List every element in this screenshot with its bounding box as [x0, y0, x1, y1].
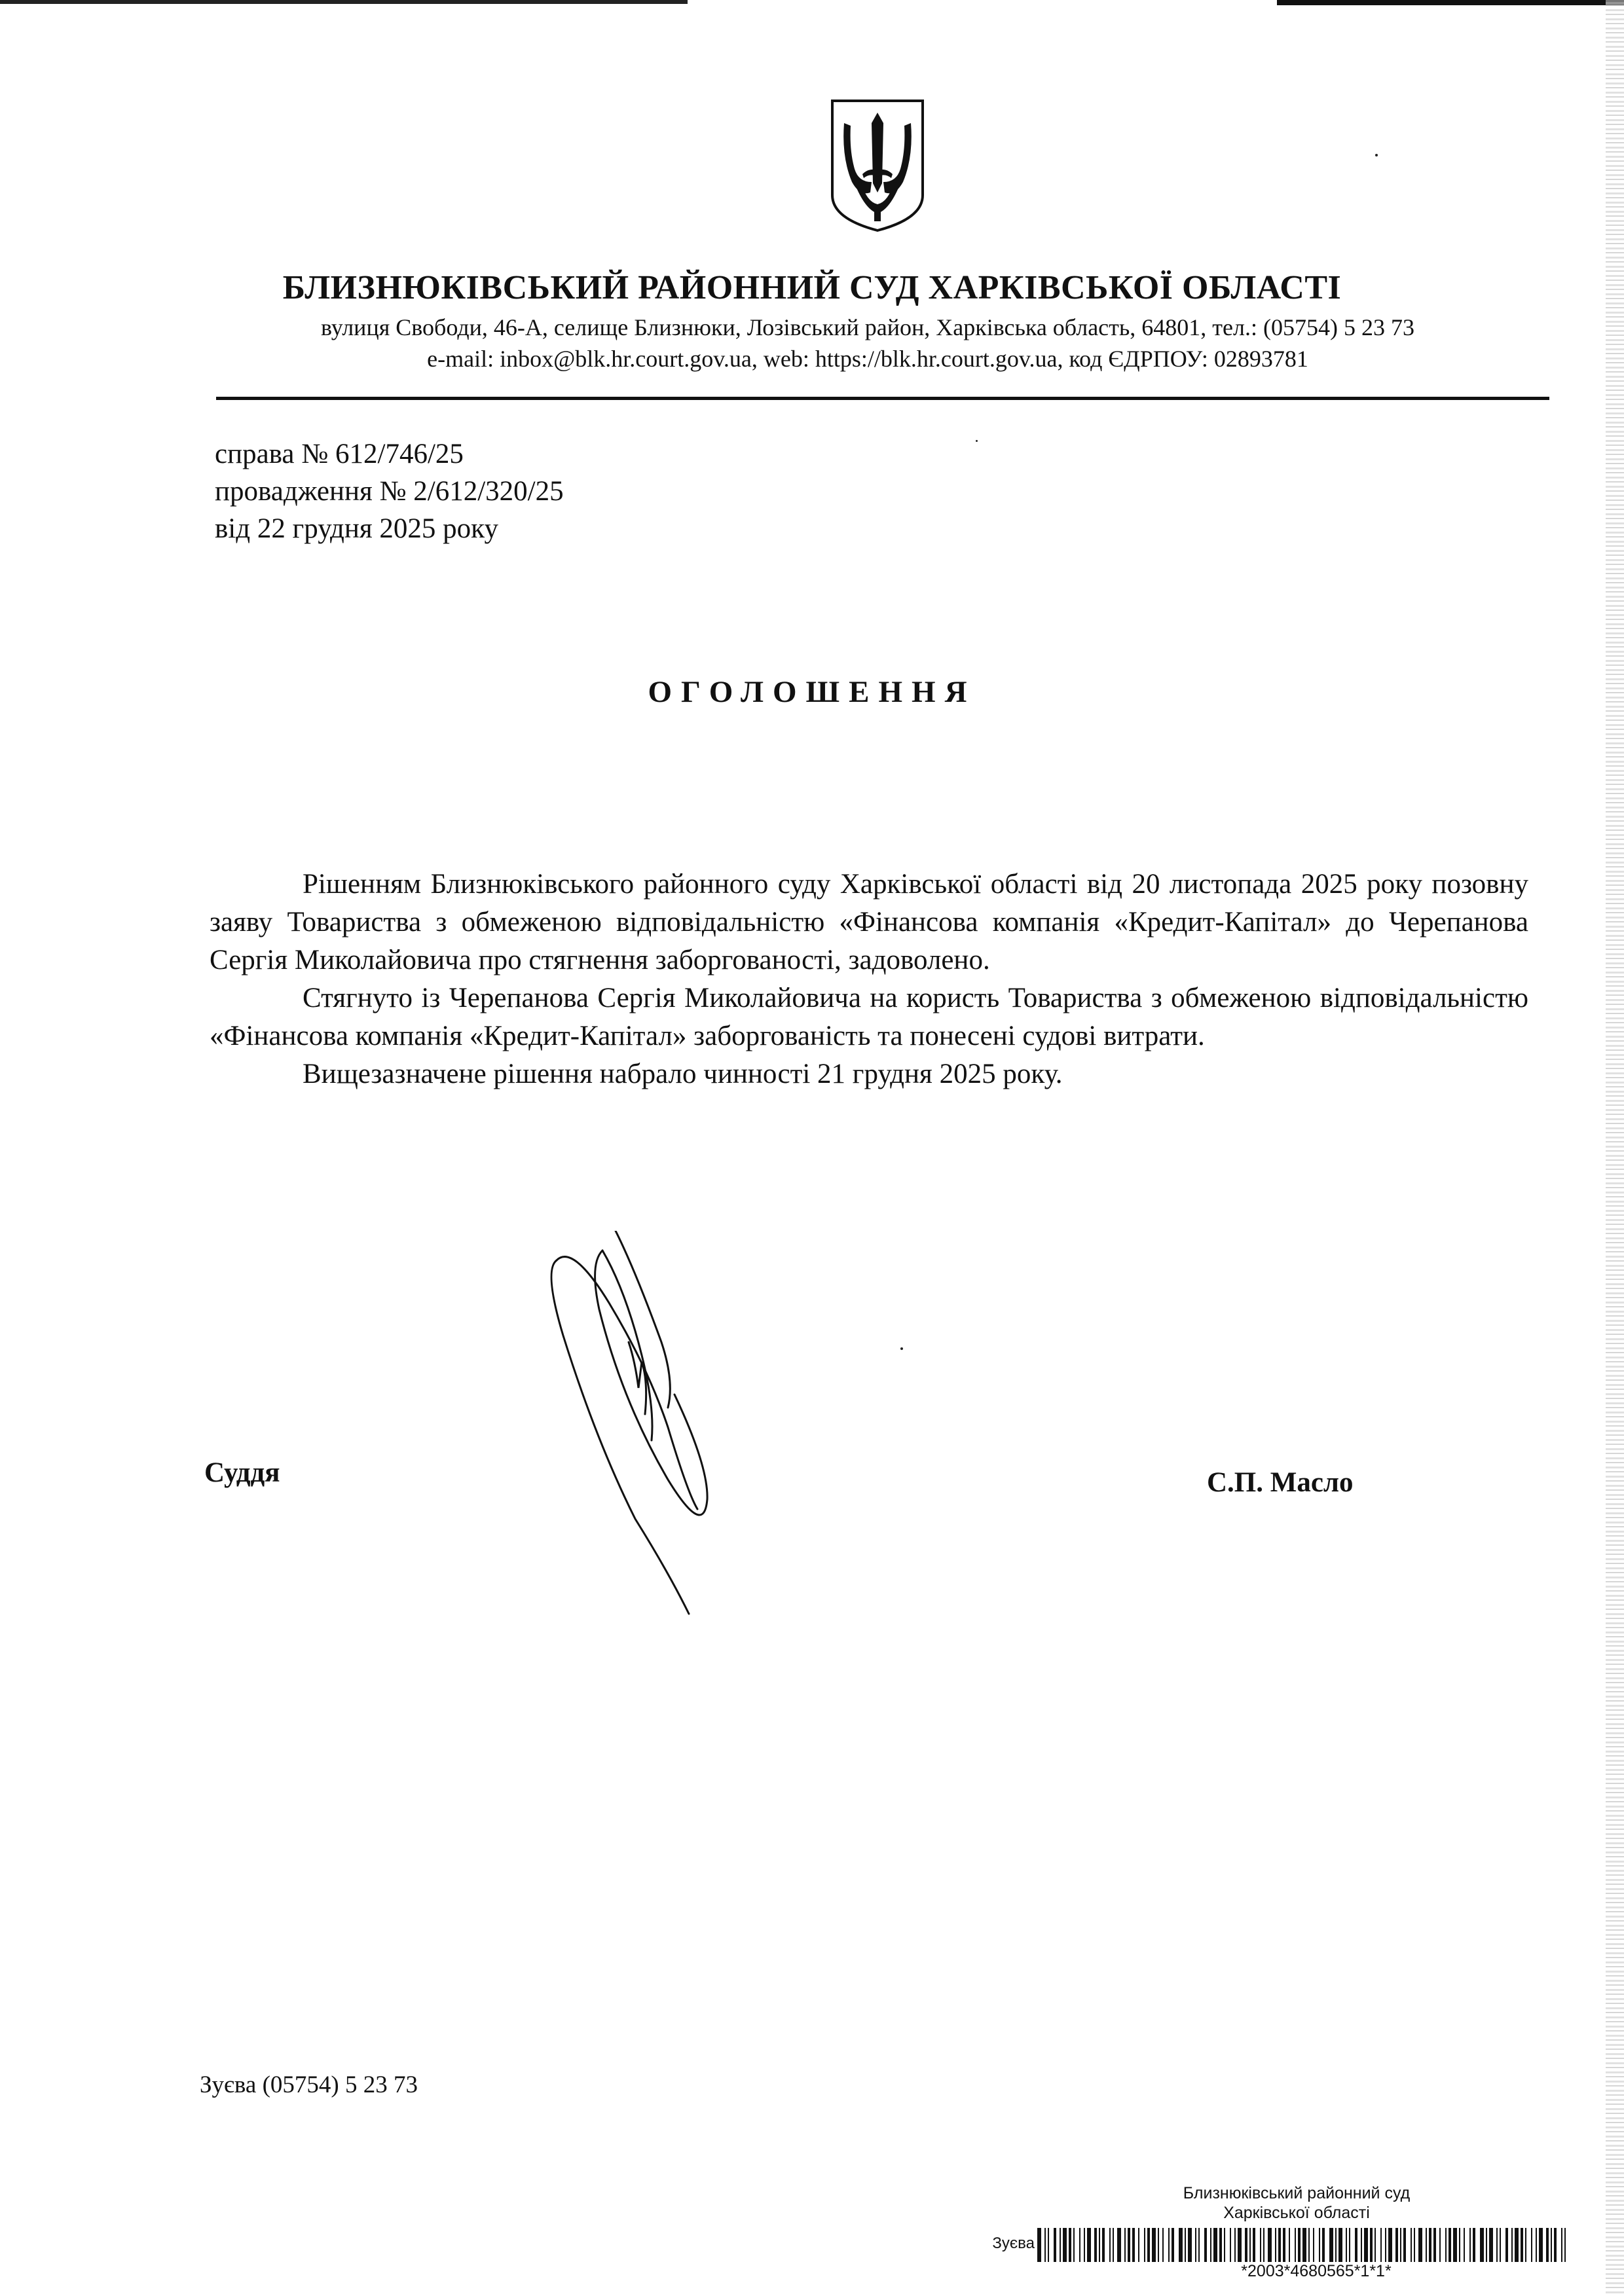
- barcode-bar: [1329, 2228, 1333, 2262]
- barcode-bar: [1536, 2228, 1537, 2262]
- scan-speck: [976, 440, 978, 442]
- barcode-bar: [1249, 2228, 1251, 2262]
- barcode-bar: [1551, 2228, 1552, 2262]
- barcode-bar: [1546, 2228, 1549, 2262]
- barcode-bar: [1505, 2228, 1508, 2262]
- barcode-bar: [1403, 2228, 1406, 2262]
- barcode-bar: [1349, 2228, 1350, 2262]
- barcode-bar: [1238, 2228, 1242, 2262]
- barcode-bar: [1473, 2228, 1475, 2262]
- barcode-bar: [1489, 2228, 1493, 2262]
- barcode-bar: [1172, 2228, 1174, 2262]
- barcode-bar: [1496, 2228, 1498, 2262]
- barcode-bar: [1253, 2228, 1255, 2262]
- contacts-line: e-mail: inbox@blk.hr.court.gov.ua, web: https://blk.hr.court.gov.ua, код ЄДРПОУ: 02893781: [427, 346, 1308, 372]
- barcode-bar: [1138, 2228, 1139, 2262]
- scan-right-edge: [1606, 0, 1624, 2296]
- barcode-bar: [1322, 2228, 1325, 2262]
- registry-court-line: Харківської області: [1223, 2204, 1370, 2222]
- executor-contact: Зуєва (05754) 5 23 73: [200, 2071, 418, 2098]
- barcode-bar: [1464, 2228, 1465, 2262]
- barcode-bar: [1429, 2228, 1431, 2262]
- barcode-bar: [1147, 2228, 1150, 2262]
- barcode-bar: [1319, 2228, 1320, 2262]
- barcode-bar: [1109, 2228, 1111, 2262]
- barcode-bar: [1162, 2228, 1164, 2262]
- registry-court-line: Близнюківський районний суд: [1183, 2184, 1411, 2202]
- barcode-bar: [1511, 2228, 1513, 2262]
- scan-edge-mark: [1277, 0, 1624, 5]
- barcode-bar: [1418, 2228, 1422, 2262]
- barcode-bar: [1453, 2228, 1457, 2262]
- barcode-bar: [1158, 2228, 1159, 2262]
- barcode-bar: [1144, 2228, 1145, 2262]
- barcode-bar: [1531, 2228, 1532, 2262]
- barcode-bar: [1355, 2228, 1357, 2262]
- scan-edge-mark: [0, 0, 688, 4]
- barcode-bar: [1515, 2228, 1519, 2262]
- barcode-bar: [1263, 2228, 1264, 2262]
- barcode-bar: [1480, 2228, 1484, 2262]
- barcode-bar: [1295, 2228, 1296, 2262]
- barcode-bar: [1063, 2228, 1067, 2262]
- court-name: БЛИЗНЮКІВСЬКИЙ РАЙОННИЙ СУД ХАРКІВСЬКОЇ ОБЛАСТІ: [282, 269, 1342, 306]
- barcode-bar: [1486, 2228, 1487, 2262]
- barcode-bar: [1128, 2228, 1130, 2262]
- barcode-bar: [1268, 2228, 1272, 2262]
- barcode-bar: [1219, 2228, 1222, 2262]
- barcode-bar: [1195, 2228, 1196, 2262]
- barcode-bar: [1099, 2228, 1100, 2262]
- barcode-bar: [1364, 2228, 1368, 2262]
- case-number: справа № 612/746/25: [215, 439, 464, 469]
- barcode-bar: [1198, 2228, 1200, 2262]
- barcode-bar: [1044, 2228, 1046, 2262]
- letterhead-divider: [216, 397, 1549, 400]
- barcode-bar: [1313, 2228, 1314, 2262]
- announcement-paragraph: Стягнуто із Черепанова Сергія Миколайовича на користь Товариства з обмеженою відповідальністю «Фінансова компанія «Кредит-Капітал» заборгованість та понесені судові витрати.: [210, 983, 1528, 1051]
- barcode-bar: [1117, 2228, 1121, 2262]
- barcode-bar: [1380, 2228, 1382, 2262]
- barcode-bar: [1278, 2228, 1281, 2262]
- announcement-paragraph: Рішенням Близнюківського районного суду Харківської області від 20 листопада 2025 року позовну заяву Товариства з обмеженою відповідальністю «Фінансова компанія «Кредит-Капітал» до Черепанова Сергія Миколайовича про стягнення заборгованості, задоволено.: [210, 869, 1528, 975]
- barcode-bar: [1168, 2228, 1170, 2262]
- address-line: вулиця Свободи, 46-А, селище Близнюки, Лозівський район, Харківська область, 64801, тел.: (05754) 5 23 73: [321, 314, 1414, 340]
- barcode-bar: [1073, 2228, 1075, 2262]
- barcode-bar: [1439, 2228, 1441, 2262]
- barcode-bar: [1459, 2228, 1460, 2262]
- barcode-bar: [1469, 2228, 1471, 2262]
- barcode-bar: [1213, 2228, 1217, 2262]
- barcode-bar: [1069, 2228, 1071, 2262]
- barcode-bar: [1561, 2228, 1562, 2262]
- barcode-bar: [1525, 2228, 1526, 2262]
- registry-executor: Зуєва: [992, 2234, 1035, 2252]
- announcement-body: [210, 866, 1528, 1093]
- barcode-bar: [1087, 2228, 1091, 2262]
- barcode-bar: [1102, 2228, 1105, 2262]
- barcode-bar: [1335, 2228, 1337, 2262]
- barcode-bar: [1188, 2228, 1192, 2262]
- barcode-bar: [1185, 2228, 1186, 2262]
- barcode-bar: [1048, 2228, 1049, 2262]
- barcode-bar: [1113, 2228, 1114, 2262]
- barcode-bar: [1289, 2228, 1290, 2262]
- barcode-bar: [1308, 2228, 1310, 2262]
- registry-court: [1146, 2183, 1447, 2223]
- barcode-bar: [1370, 2228, 1373, 2262]
- announcement-title: ОГОЛОШЕННЯ: [648, 675, 976, 709]
- barcode-bar: [1037, 2228, 1041, 2262]
- barcode-bar: [1260, 2228, 1261, 2262]
- judge-label: Суддя: [204, 1457, 280, 1488]
- barcode-bar: [1564, 2228, 1566, 2262]
- barcode-bar: [1060, 2228, 1061, 2262]
- barcode-bar: [1338, 2228, 1342, 2262]
- proceeding-number: провадження № 2/612/320/25: [215, 476, 564, 507]
- barcode-bar: [1445, 2228, 1447, 2262]
- barcode-bar: [1204, 2228, 1207, 2262]
- case-date: від 22 грудня 2025 року: [215, 513, 498, 544]
- barcode-bar: [1449, 2228, 1451, 2262]
- barcode-bar: [1433, 2228, 1436, 2262]
- barcode-bar: [1179, 2228, 1183, 2262]
- barcode-bar: [1361, 2228, 1362, 2262]
- announcement-paragraph: Вищезазначене рішення набрало чинності 21 грудня 2025 року.: [303, 1059, 1063, 1089]
- barcode-bar: [1500, 2228, 1501, 2262]
- barcode-bar: [1395, 2228, 1398, 2262]
- barcode-bar: [1230, 2228, 1231, 2262]
- barcode-bar: [1298, 2228, 1301, 2262]
- barcode-bar: [1302, 2228, 1306, 2262]
- barcode-bar: [1554, 2228, 1557, 2262]
- barcode-bar: [1079, 2228, 1080, 2262]
- judge-name: С.П. Масло: [1207, 1467, 1354, 1498]
- barcode-bar: [1224, 2228, 1225, 2262]
- barcode-bar: [1385, 2228, 1386, 2262]
- barcode-text: *2003*4680565*1*1*: [1241, 2262, 1392, 2280]
- barcode-bar: [1400, 2228, 1401, 2262]
- barcode-bar: [1388, 2228, 1392, 2262]
- barcode-bar: [1094, 2228, 1097, 2262]
- barcode-bar: [1521, 2228, 1523, 2262]
- barcode-bar: [1152, 2228, 1156, 2262]
- barcode-bar: [1132, 2228, 1135, 2262]
- barcode-bar: [1084, 2228, 1085, 2262]
- barcode-bar: [1054, 2228, 1056, 2262]
- coat-of-arms-icon: [828, 97, 927, 233]
- barcode-bar: [1426, 2228, 1427, 2262]
- barcode-bar: [1210, 2228, 1211, 2262]
- barcode-bar: [1539, 2228, 1543, 2262]
- barcode-bar: [1414, 2228, 1415, 2262]
- barcode-bar: [1346, 2228, 1347, 2262]
- barcode-bar: [1124, 2228, 1126, 2262]
- barcode-bar: [1245, 2228, 1247, 2262]
- case-details: [215, 435, 564, 547]
- barcode-bar: [1375, 2228, 1376, 2262]
- barcode-bar: [1234, 2228, 1236, 2262]
- barcode-bar: [1275, 2228, 1276, 2262]
- barcode-bar: [1411, 2228, 1412, 2262]
- barcode-icon: [1035, 2228, 1568, 2262]
- handwritten-signature-icon: [537, 1231, 733, 1617]
- scan-speck: [900, 1347, 903, 1350]
- scan-speck: [1375, 154, 1378, 156]
- court-address: [216, 312, 1519, 374]
- barcode-bar: [1283, 2228, 1285, 2262]
